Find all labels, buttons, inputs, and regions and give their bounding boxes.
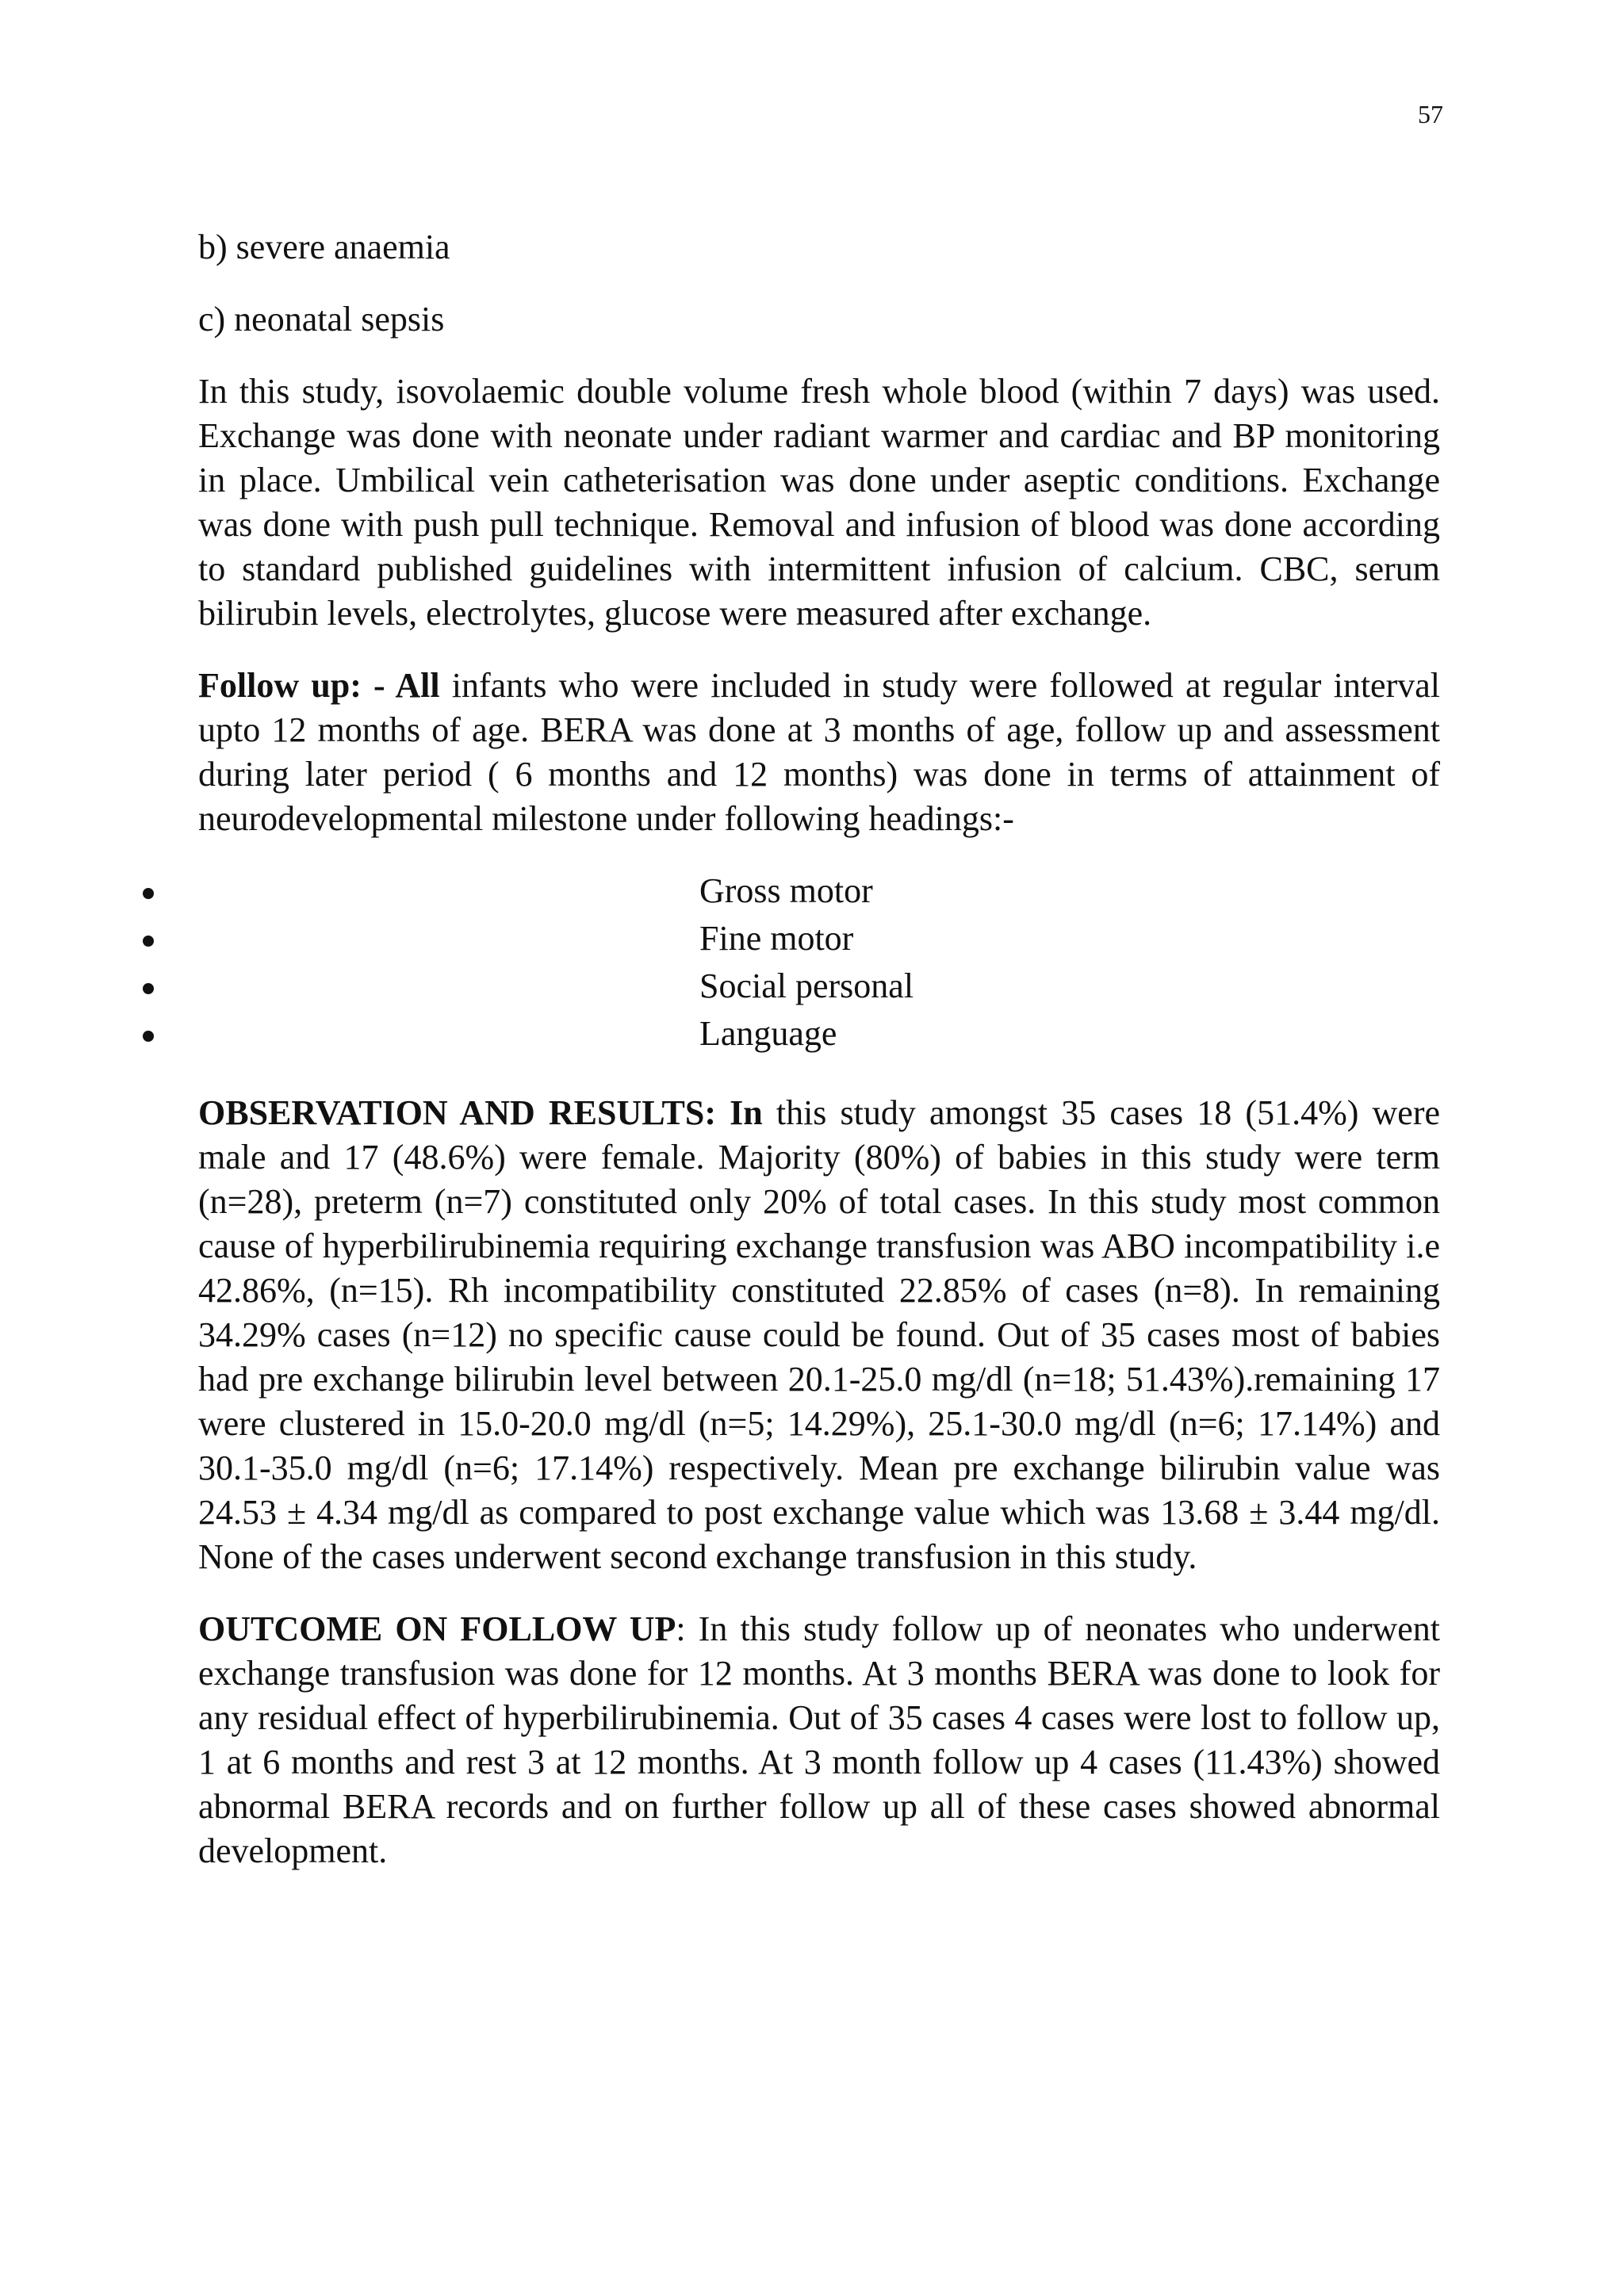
list-item	[143, 964, 1491, 1012]
page-body	[198, 225, 1440, 1901]
bullet-icon	[143, 1031, 154, 1042]
list-item	[143, 869, 1491, 916]
list-item-label: Language	[699, 1014, 837, 1053]
list-item-severe-anaemia: b) severe anaemia	[198, 228, 450, 266]
list-item-label: Gross motor	[699, 871, 873, 910]
list-item	[143, 916, 1491, 964]
bullet-icon	[143, 888, 154, 899]
observation-text: this study amongst 35 cases 18 (51.4%) were male and 17 (48.6%) were female. Majority (80%) of babies in this study were term (n=28), preterm (n=7) constituted only 20% of total cases. In this study most common cause of hyperbilirubinemia requiring exchange transfusion was ABO incompatibility i.e 42.86%, (n=15). Rh incompatibility constituted 22.85% of cases (n=8). In remaining 34.29% cases (n=12) no specific cause could be found. Out of 35 cases most of babies had pre exchange bilirubin level between 20.1-25.0 mg/dl (n=18; 51.43%).remaining 17 were clustered in 15.0-20.0 mg/dl (n=5; 14.29%), 25.1-30.0 mg/dl (n=6; 17.14%) and 30.1-35.0 mg/dl (n=6; 17.14%) respectively. Mean pre exchange bilirubin value was 24.53 ± 4.34 mg/dl as compared to post exchange value which was 13.68 ± 3.44 mg/dl. None of the cases underwent second exchange transfusion in this study.	[198, 1093, 1440, 1576]
list-item-label: Social personal	[699, 966, 914, 1005]
exchange-method-paragraph: In this study, isovolaemic double volume fresh whole blood (within 7 days) was used. Exchange was done with neonate under radiant warmer and cardiac and BP monitoring in place. Umbilical vein catheterisation was done under aseptic conditions. Exchange was done with push pull technique. Removal and infusion of blood was done according to standard published guidelines with intermittent infusion of calcium. CBC, serum bilirubin levels, electrolytes, glucose were measured after exchange.	[198, 372, 1440, 633]
page-number: 57	[1418, 100, 1443, 128]
bullet-icon	[143, 936, 154, 947]
follow-up-paragraph	[198, 664, 1440, 841]
outcome-paragraph	[198, 1607, 1440, 1873]
list-item	[143, 1012, 1491, 1059]
follow-up-heading: Follow up: - All	[198, 666, 440, 705]
outcome-heading: OUTCOME ON FOLLOW UP	[198, 1609, 676, 1648]
bullet-icon	[143, 983, 154, 994]
outcome-text: : In this study follow up of neonates who underwent exchange transfusion was done for 12 months. At 3 months BERA was done to look for any residual effect of hyperbilirubinemia. Out of 35 cases 4 cases were lost to follow up, 1 at 6 months and rest 3 at 12 months. At 3 month follow up 4 cases (11.43%) showed abnormal BERA records and on further follow up all of these cases showed abnormal development.	[198, 1609, 1440, 1870]
list-item-neonatal-sepsis: c) neonatal sepsis	[198, 300, 445, 339]
list-item-label: Fine motor	[699, 919, 854, 958]
observation-heading: OBSERVATION AND RESULTS: In	[198, 1093, 763, 1132]
milestone-headings-list	[198, 869, 1440, 1059]
observation-results-paragraph	[198, 1091, 1440, 1579]
follow-up-text: infants who were included in study were followed at regular interval upto 12 months of age. BERA was done at 3 months of age, follow up and assessment during later period ( 6 months and 12 months) was done in terms of attainment of neurodevelopmental milestone under following headings:-	[198, 666, 1440, 838]
